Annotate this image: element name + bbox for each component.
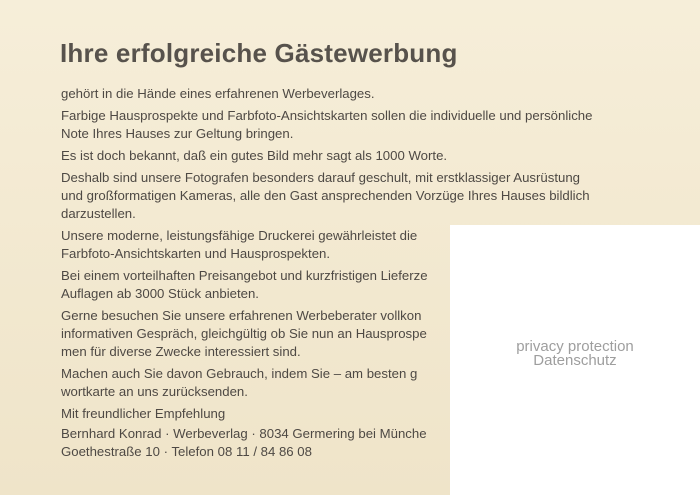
paragraph-line: Machen auch Sie davon Gebrauch, indem Sie – am besten g xyxy=(61,366,418,381)
paragraph-line: Es ist doch bekannt, daß ein gutes Bild mehr sagt als 1000 Worte. xyxy=(61,148,448,163)
paragraph-line: darzustellen. xyxy=(61,206,136,221)
paragraph-line: Note Ihres Hauses zur Geltung bringen. xyxy=(61,126,294,141)
paragraph-line: Gerne besuchen Sie unsere erfahrenen Werbeberater vollkon xyxy=(61,308,422,323)
privacy-protection-label xyxy=(450,340,700,368)
page-title: Ihre erfolgreiche Gästewerbung xyxy=(60,38,458,68)
closing-line: Mit freundlicher Empfehlung xyxy=(61,406,226,421)
paragraph-line: Deshalb sind unsere Fotografen besonders darauf geschult, mit erstklassiger Ausrüstung xyxy=(61,170,580,185)
sender-contact-line: Goethestraße 10 · Telefon 08 11 / 84 86 08 xyxy=(61,444,312,459)
paragraph-line: Farbfoto-Ansichtskarten und Hausprospekten. xyxy=(61,246,331,261)
paragraph-line: men für diverse Zwecke interessiert sind. xyxy=(61,344,301,359)
paragraph-line: Bei einem vorteilhaften Preisangebot und kurzfristigen Lieferze xyxy=(61,268,428,283)
paragraph-photographers xyxy=(61,169,651,223)
paragraph-intro xyxy=(61,85,651,103)
paragraph-line: Farbige Hausprospekte und Farbfoto-Ansichtskarten sollen die individuelle und persönliche xyxy=(61,108,593,123)
privacy-label-en: privacy protection xyxy=(516,338,634,355)
paragraph-picture xyxy=(61,147,651,165)
paragraph-brochures xyxy=(61,107,651,143)
paragraph-line: Unsere moderne, leistungsfähige Druckerei gewährleistet die xyxy=(61,228,418,243)
paragraph-line: informativen Gespräch, gleichgültig ob Sie nun an Hausprospe xyxy=(61,326,427,341)
paragraph-line: gehört in die Hände eines erfahrenen Werbeverlages. xyxy=(61,86,375,101)
paragraph-line: wortkarte an uns zurücksenden. xyxy=(61,384,248,399)
sender-address-line: Bernhard Konrad · Werbeverlag · 8034 Germering bei Münche xyxy=(61,426,427,441)
privacy-protection-overlay xyxy=(450,225,700,495)
privacy-label-de: Datenschutz xyxy=(533,352,617,369)
paragraph-line: und großformatigen Kameras, alle den Gast ansprechenden Vorzüge Ihres Hauses bildlich xyxy=(61,188,590,203)
paragraph-line: Auflagen ab 3000 Stück anbieten. xyxy=(61,286,259,301)
